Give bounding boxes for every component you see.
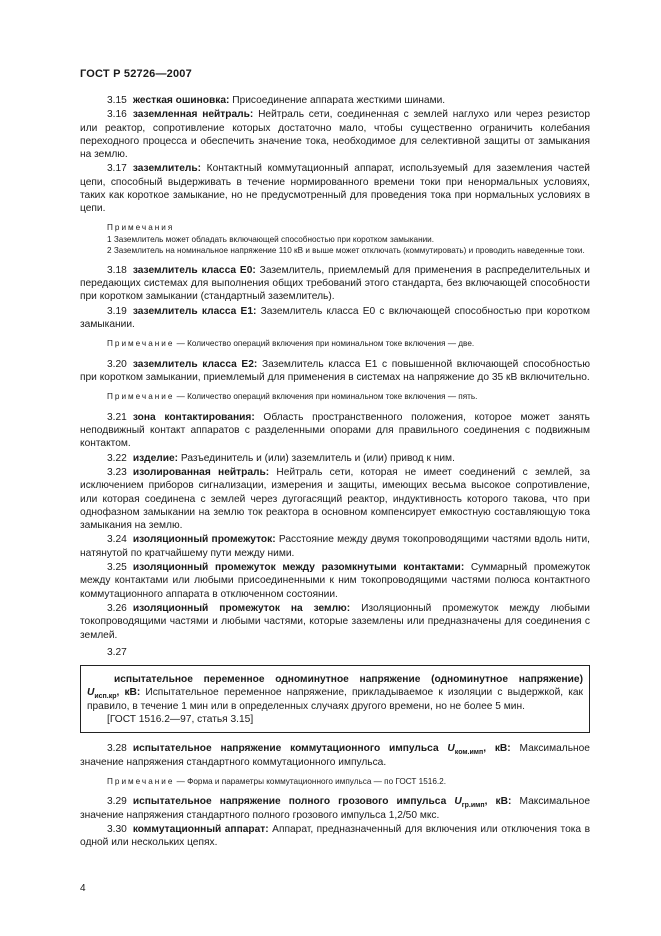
clause-term: заземленная нейтраль: <box>132 109 254 121</box>
clause-term: жесткая ошиновка: <box>132 95 230 106</box>
clause-text: Максимальное значение напряжения стандартного коммутационного импульса. <box>80 743 590 768</box>
symbol-subscript: гр.имп <box>461 802 485 810</box>
clause-term: заземлитель класса Е0: <box>132 264 256 276</box>
clause-text: Разъединитель и (или) заземлитель и (или) привод к ним. <box>178 452 455 464</box>
clause-3-27-number: 3.27 <box>107 646 127 658</box>
note-text: — Количество операций включения при номинальном токе включения — пять. <box>174 392 478 402</box>
clause-3-20: 3.20 заземлитель класса Е2: Заземлитель класса Е1 с повышенной включающей способностью при коротком замыкании, приемлемый для применения в системах на напряжение до 35 кВ включительно. <box>80 358 591 384</box>
clause-text: Заземлитель класса Е0 с включающей способностью при коротком замыкании. <box>80 305 590 331</box>
clause-term: изоляционный промежуток на землю: <box>132 602 351 614</box>
clause-text: Нейтраль сети, соединенная с землей наглухо или через резистор или реактор, сопротивление которых достаточно мало, чтобы существенно ограничить колебания переходного процесса и обеспечить значение тока, необходимое для селективной защиты от замыкания на землю. <box>80 109 590 161</box>
framed-reference: [ГОСТ 1516.2—97, статья 3.15] <box>107 714 254 726</box>
clause-text: Максимальное значение напряжения стандартного полного грозового импульса 1,2/50 мкс. <box>80 796 590 821</box>
clause-text: Расстояние между двумя токопроводящими частями вдоль нити, натянутой по кратчайшему пути между ними. <box>80 534 590 559</box>
clause-text: Нейтраль сети, которая не имеет соединений с землей, за исключением приборов сигнализации, измерения и защиты, имеющих весьма высокое сопротивление, или которая соединена с землей через дугогасящий реактор, индуктивность которого такова, что при однофазном замыкании на землю ток реактора в основном компенсирует емкостную составляющую тока замыкания на землю. <box>80 466 590 532</box>
clause-term: изоляционный промежуток: <box>132 534 276 546</box>
clause-3-19: 3.19 заземлитель класса Е1: Заземлитель класса Е0 с включающей способностью при коротком замыкании. <box>80 305 590 331</box>
framed-definition-text: $U_{исп.кр}$, кВ: Испытательное переменное напряжение, прикладываемое к изоляции с выдержкой, как правило, в течение 1 мин или в определенных случаях другого времени, но не более 5 мин. <box>87 687 583 712</box>
clause-term: изоляционный промежуток между разомкнутыми контактами: <box>132 562 465 574</box>
note-3-19 <box>80 338 590 349</box>
clause-text: Контактный коммутационный аппарат, используемый для заземления частей цепи, способный выдерживать в течение нормированного времени токи при ненормальных условиях, таких как короткое замыкание, но не предусмотренный для проведения тока при нормальных условиях в цепи. <box>80 163 590 215</box>
symbol-subscript: исп.кр <box>94 693 117 701</box>
clause-text: Изоляционный промежуток между любыми токопроводящими частями и любыми частями, которые заземлены или предназначены для соединения с землей. <box>80 602 590 641</box>
clause-text: Присоединение аппарата жесткими шинами. <box>229 95 446 106</box>
framed-term: испытательное переменное одноминутное напряжение (одноминутное напряжение) <box>114 674 583 686</box>
clause-text: Суммарный промежуток между контактами или любыми присоединенными к ним токопроводящими частями полюса контактного коммутационного аппарата в отключенном состоянии. <box>80 562 590 600</box>
clause-3-29: 3.29 испытательное напряжение полного грозового импульса $U_{гр.имп}$, кВ: Максимальное значение напряжения стандартного полного грозового импульса 1,2/50 мкс. <box>80 796 590 821</box>
notes-block <box>80 222 590 257</box>
clause-3-16: 3.16 заземленная нейтраль: Нейтраль сети, соединенная с землей наглухо или через резистор или реактор, сопротивление которых достаточно мало, чтобы существенно ограничить колебания переходного процесса и обеспечить значение тока, необходимое для селективной защиты от замыкания на землю. <box>80 109 590 161</box>
symbol-subscript: ком.имп <box>454 749 484 757</box>
document-body <box>80 94 590 851</box>
note-label: Примечание <box>107 392 175 402</box>
clause-text: Область пространственного положения, которое может занять неподвижный контакт аппаратов с разделенными опорами для правильного соединения с подвижным контактом. <box>80 411 590 450</box>
clause-term: коммутационный аппарат: <box>132 823 269 835</box>
clause-3-23: 3.23 изолированная нейтраль: Нейтраль сети, которая не имеет соединений с землей, за исключением приборов сигнализации, измерения и защиты, имеющих весьма высокое сопротивление, или которая соединена с землей через дугогасящий реактор, индуктивность которого такова, что при однофазном замыкании на землю ток реактора в основном компенсирует емкостную составляющую тока замыкания на землю. <box>80 466 590 532</box>
clause-term: зона контактирования: <box>132 411 255 423</box>
symbol: U <box>447 743 455 755</box>
note-label: Примечание <box>107 339 175 349</box>
clause-3-25: 3.25 изоляционный промежуток между разомкнутыми контактами: Суммарный промежуток между контактами или любыми присоединенными к ним токопроводящими частями полюса контактного коммутационного аппарата в отключенном состоянии. <box>80 562 590 600</box>
clause-text: Заземлитель класса Е1 с повышенной включающей способностью при коротком замыкании, приемлемый для применения в системах на напряжение до 35 кВ включительно. <box>80 358 591 384</box>
clause-term: изолированная нейтраль: <box>132 466 270 478</box>
notes-heading: Примечания <box>107 222 175 232</box>
clause-text: Заземлитель, приемлемый для применения в распределительных и передающих системах для выполнения общих требований этого стандарта, без включающей способности при коротком замыкании (стандартный заземлитель). <box>80 264 590 303</box>
clause-3-26: 3.26 изоляционный промежуток на землю: Изоляционный промежуток между любыми токопроводящими частями и любыми частями, которые заземлены или предназначены для соединения с землей. <box>80 602 590 641</box>
clause-3-22: 3.22 изделие: Разъединитель и (или) заземлитель и (или) привод к ним. <box>107 452 455 464</box>
clause-term: заземлитель класса Е2: <box>132 358 258 370</box>
symbol: U <box>454 796 462 808</box>
note-item: 1 Заземлитель может обладать включающей способностью при коротком замыкании. <box>107 235 435 245</box>
clause-3-30: 3.30 коммутационный аппарат: Аппарат, предназначенный для включения или отключения тока в одной или нескольких цепях. <box>80 823 590 849</box>
framed-definition <box>80 665 590 733</box>
clause-term: испытательное напряжение коммутационного импульса <box>132 743 439 755</box>
clause-3-24: 3.24 изоляционный промежуток: Расстояние между двумя токопроводящими частями вдоль нити, натянутой по кратчайшему пути между ними. <box>80 534 590 559</box>
symbol: U <box>87 687 95 699</box>
note-text: — Количество операций включения при номинальном токе включения — две. <box>174 339 475 349</box>
clause-3-15: 3.15 жесткая ошиновка: Присоединение аппарата жесткими шинами. <box>107 95 446 106</box>
note-item: 2 Заземлитель на номинальное напряжение 110 кВ и выше может отключать (коммутировать) и проводить наведенные токи. <box>107 246 585 256</box>
clause-term: изделие: <box>132 452 179 464</box>
note-label: Примечание <box>107 776 175 786</box>
note-3-28 <box>80 776 590 787</box>
clause-term: испытательное напряжение полного грозового импульса <box>132 796 447 808</box>
document-header: ГОСТ Р 52726—2007 <box>80 68 192 80</box>
clause-term: заземлитель: <box>132 163 202 175</box>
clause-3-21: 3.21 зона контактирования: Область пространственного положения, которое может занять неподвижный контакт аппаратов с разделенными опорами для правильного соединения с подвижным контактом. <box>80 411 590 450</box>
clause-3-28: 3.28 испытательное напряжение коммутационного импульса $U_{ком.имп}$, кВ: Максимальное значение напряжения стандартного коммутационного импульса. <box>80 743 590 768</box>
clause-term: заземлитель класса Е1: <box>132 305 257 317</box>
clause-text: Аппарат, предназначенный для включения или отключения тока в одной или нескольких цепях. <box>80 823 590 849</box>
note-text: — Форма и параметры коммутационного импульса — по ГОСТ 1516.2. <box>174 776 446 786</box>
clause-3-17: 3.17 заземлитель: Контактный коммутационный аппарат, используемый для заземления частей цепи, способный выдерживать в течение нормированного времени токи при ненормальных условиях, таких как короткое замыкание, но не предусмотренный для проведения тока при нормальных условиях в цепи. <box>80 163 590 215</box>
clause-3-18: 3.18 заземлитель класса Е0: Заземлитель, приемлемый для применения в распределительных и передающих системах для выполнения общих требований этого стандарта, без включающей способности при коротком замыкании (стандартный заземлитель). <box>80 264 590 303</box>
note-3-20 <box>80 391 590 402</box>
page-number: 4 <box>80 883 86 894</box>
